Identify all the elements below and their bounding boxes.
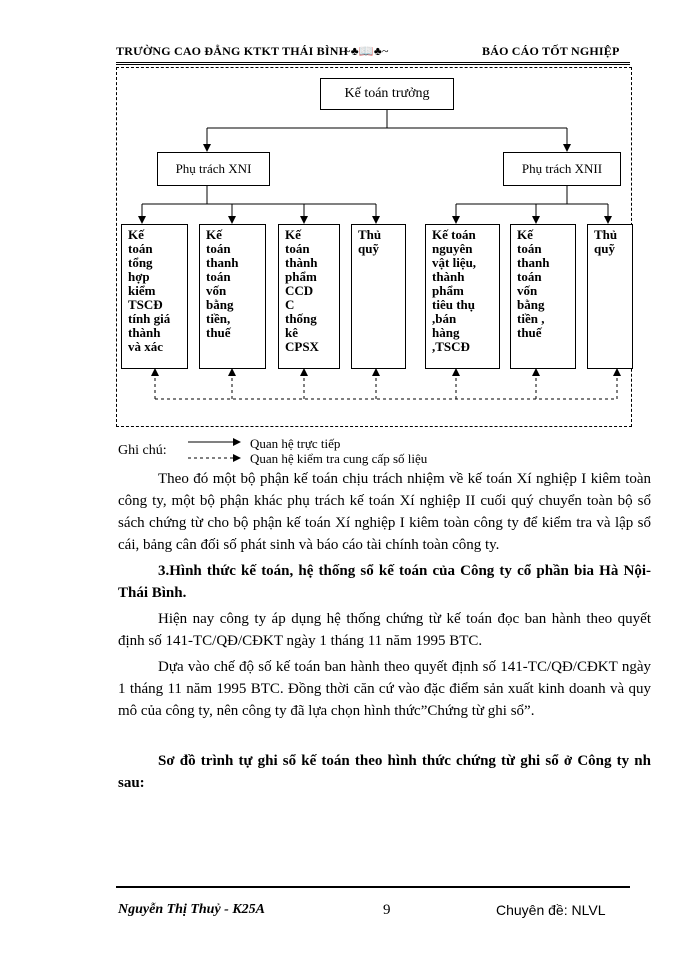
legend-label: Ghi chú: xyxy=(118,443,167,458)
body-text xyxy=(118,468,651,794)
unit-materials-accounting: Kế toán nguyên vật liệu, thành phẩm tiêu thụ ,bán hàng ,TSCĐ xyxy=(425,224,500,369)
unit-general-accounting: Kế toán tổng hợp kiểm TSCĐ tính giá thành và xác xyxy=(121,224,188,369)
paragraph-regime: Dựa vào chế độ số kế toán ban hành theo quyết định số 141-TC/QĐ/CĐKT ngày 1 tháng 11 năm 1995 BTC. Đồng thời căn cứ vào đặc điểm sản xuất kinh doanh và quy mô của công ty, nên công ty đã lựa chọn hình thức”Chứng từ ghi sổ”. xyxy=(118,659,651,719)
unit-product-accounting: Kế toán thành phẩm CCD C thống kê CPSX xyxy=(278,224,340,369)
unit-treasurer-xn2: Thủ quỹ xyxy=(587,224,633,369)
chief-accountant-box xyxy=(320,78,454,110)
legend-direct-relation: Quan hệ trực tiếp xyxy=(250,436,341,451)
branch-xn2-box xyxy=(503,152,621,186)
header-report-title: BÁO CÁO TỐT NGHIỆP xyxy=(482,44,620,58)
branch-xn1-label: Phụ trách XNI xyxy=(175,161,252,176)
chief-accountant-label: Kế toán trưởng xyxy=(344,86,430,101)
unit-payment-accounting-xn1: Kế toán thanh toán vốn bằng tiền, thuế xyxy=(199,224,266,369)
footer-author: Nguyễn Thị Thuỷ - K25A xyxy=(118,902,266,917)
footer-rule xyxy=(116,886,630,888)
branch-xn2-label: Phụ trách XNII xyxy=(521,161,603,176)
paragraph-diagram-intro: Sơ đồ trình tự ghi sổ kế toán theo hình thức chứng từ ghi sổ ở Công ty nh sau: xyxy=(118,753,651,791)
legend-check-relation: Quan hệ kiểm tra cung cấp số liệu xyxy=(250,451,428,466)
section-heading: 3.Hình thức kế toán, hệ thống sổ kế toán của Công ty cổ phần bia Hà Nội-Thái Bình. xyxy=(118,563,651,601)
header-school: TRƯỜNG CAO ĐẲNG KTKT THÁI BÌNH xyxy=(116,44,349,58)
footer-page-number: 9 xyxy=(383,902,391,918)
paragraph-documents: Hiện nay công ty áp dụng hệ thống chứng từ kế toán đọc ban hành theo quyết định số 141-TC/QĐ/CĐKT ngày 1 tháng 11 năm 1995 BTC. xyxy=(118,611,651,649)
unit-payment-accounting-xn2: Kế toán thanh toán vốn bằng tiền , thuế xyxy=(510,224,576,369)
header-ornament: ~♣📖♣~ xyxy=(344,44,389,58)
paragraph-organization: Theo đó một bộ phận kế toán chịu trách nhiệm về kế toán Xí nghiệp I kiêm toàn công ty, một bộ phận khác phụ trách kế toán Xí nghiệp II cuối quý chuyển toàn bộ sổ sách chứng từ cho bộ phận kế toán Xí nghiệp I kiêm toàn công ty để kiểm tra và lập sổ cái, bảng cân đối số phát sinh và báo cáo tài chính toàn công ty. xyxy=(118,471,651,553)
branch-xn1-box xyxy=(157,152,270,186)
footer-topic: Chuyên đề: NLVL xyxy=(496,902,606,918)
unit-treasurer-xn1: Thủ quỹ xyxy=(351,224,406,369)
